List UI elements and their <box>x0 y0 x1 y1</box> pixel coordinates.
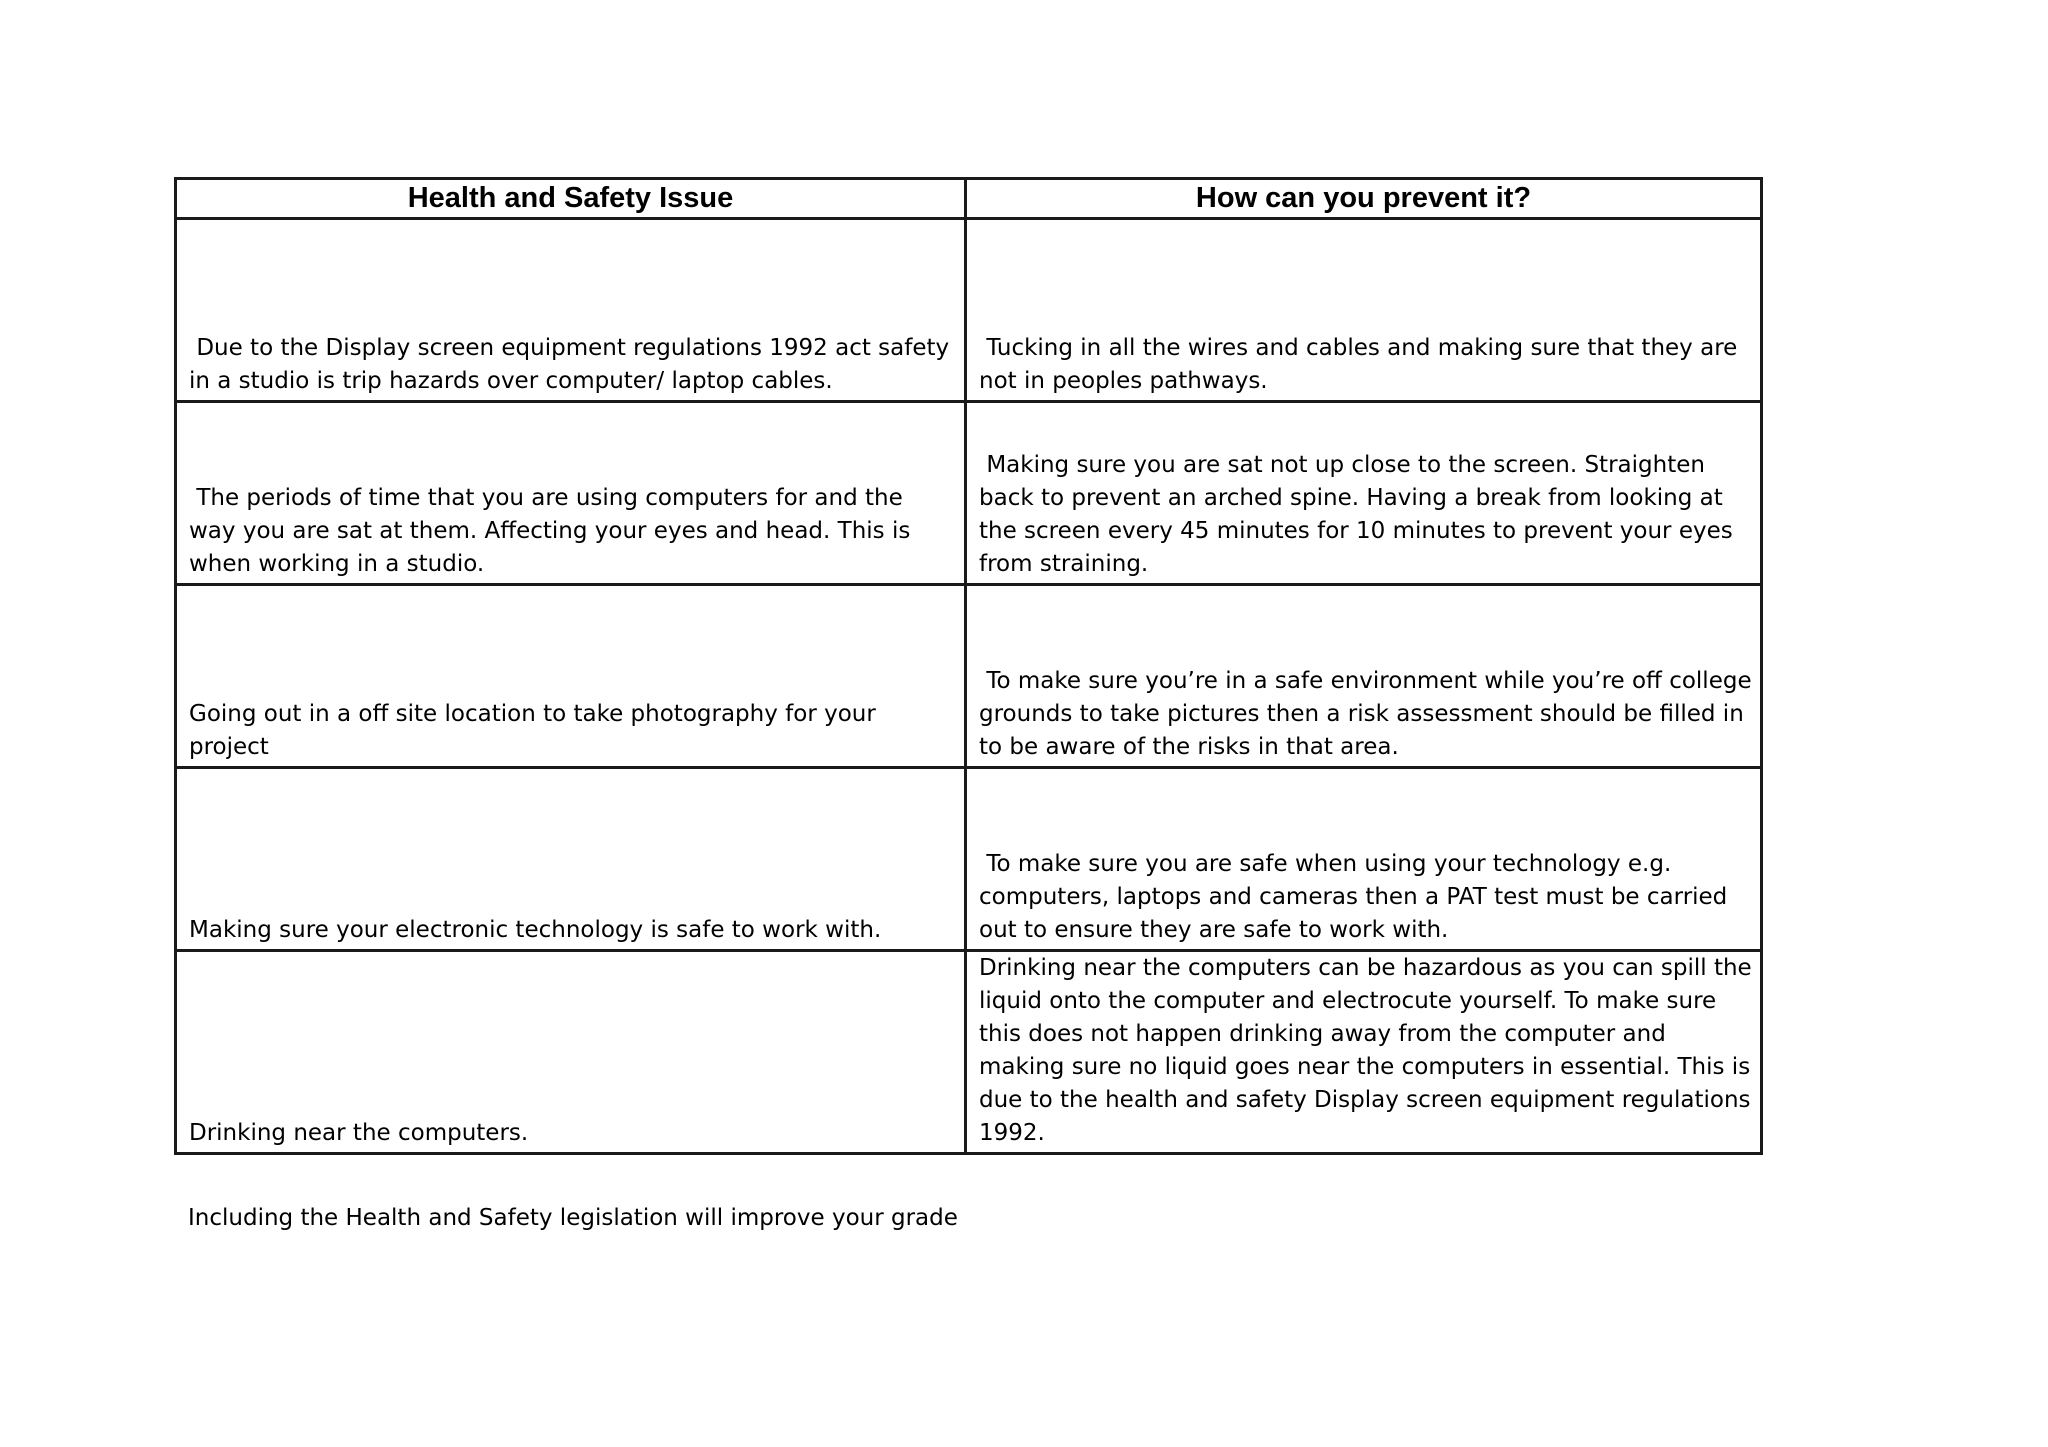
table-row <box>176 768 1762 951</box>
table-header-row <box>176 179 1762 219</box>
issue-cell: Due to the Display screen equipment regulations 1992 act safety in a studio is trip hazards over computer/ laptop cables. <box>176 219 966 402</box>
prevention-cell: To make sure you are safe when using your technology e.g. computers, laptops and cameras then a PAT test must be carried out to ensure they are safe to work with. <box>966 768 1762 951</box>
prevention-cell: Drinking near the computers can be hazardous as you can spill the liquid onto the computer and electrocute yourself. To make sure this does not happen drinking away from the computer and making sure no liquid goes near the computers in essential. This is due to the health and safety Display screen equipment regulations 1992. <box>966 951 1762 1154</box>
prevention-cell: Making sure you are sat not up close to the screen. Straighten back to prevent an arched spine. Having a break from looking at the screen every 45 minutes for 10 minutes to prevent your eyes from straining. <box>966 402 1762 585</box>
issue-cell: The periods of time that you are using computers for and the way you are sat at them. Affecting your eyes and head. This is when working in a studio. <box>176 402 966 585</box>
issue-cell: Going out in a off site location to take photography for your project <box>176 585 966 768</box>
issue-cell: Drinking near the computers. <box>176 951 966 1154</box>
prevention-cell: To make sure you’re in a safe environment while you’re off college grounds to take pictures then a risk assessment should be filled in to be aware of the risks in that area. <box>966 585 1762 768</box>
footnote-text: Including the Health and Safety legislation will improve your grade <box>188 1205 958 1231</box>
table-row <box>176 951 1762 1154</box>
table-row <box>176 219 1762 402</box>
issue-cell: Making sure your electronic technology is safe to work with. <box>176 768 966 951</box>
prevention-cell: Tucking in all the wires and cables and making sure that they are not in peoples pathways. <box>966 219 1762 402</box>
health-safety-table <box>174 177 1763 1155</box>
table-row <box>176 402 1762 585</box>
column-header-prevention: How can you prevent it? <box>966 179 1762 219</box>
column-header-issue: Health and Safety Issue <box>176 179 966 219</box>
table-row <box>176 585 1762 768</box>
